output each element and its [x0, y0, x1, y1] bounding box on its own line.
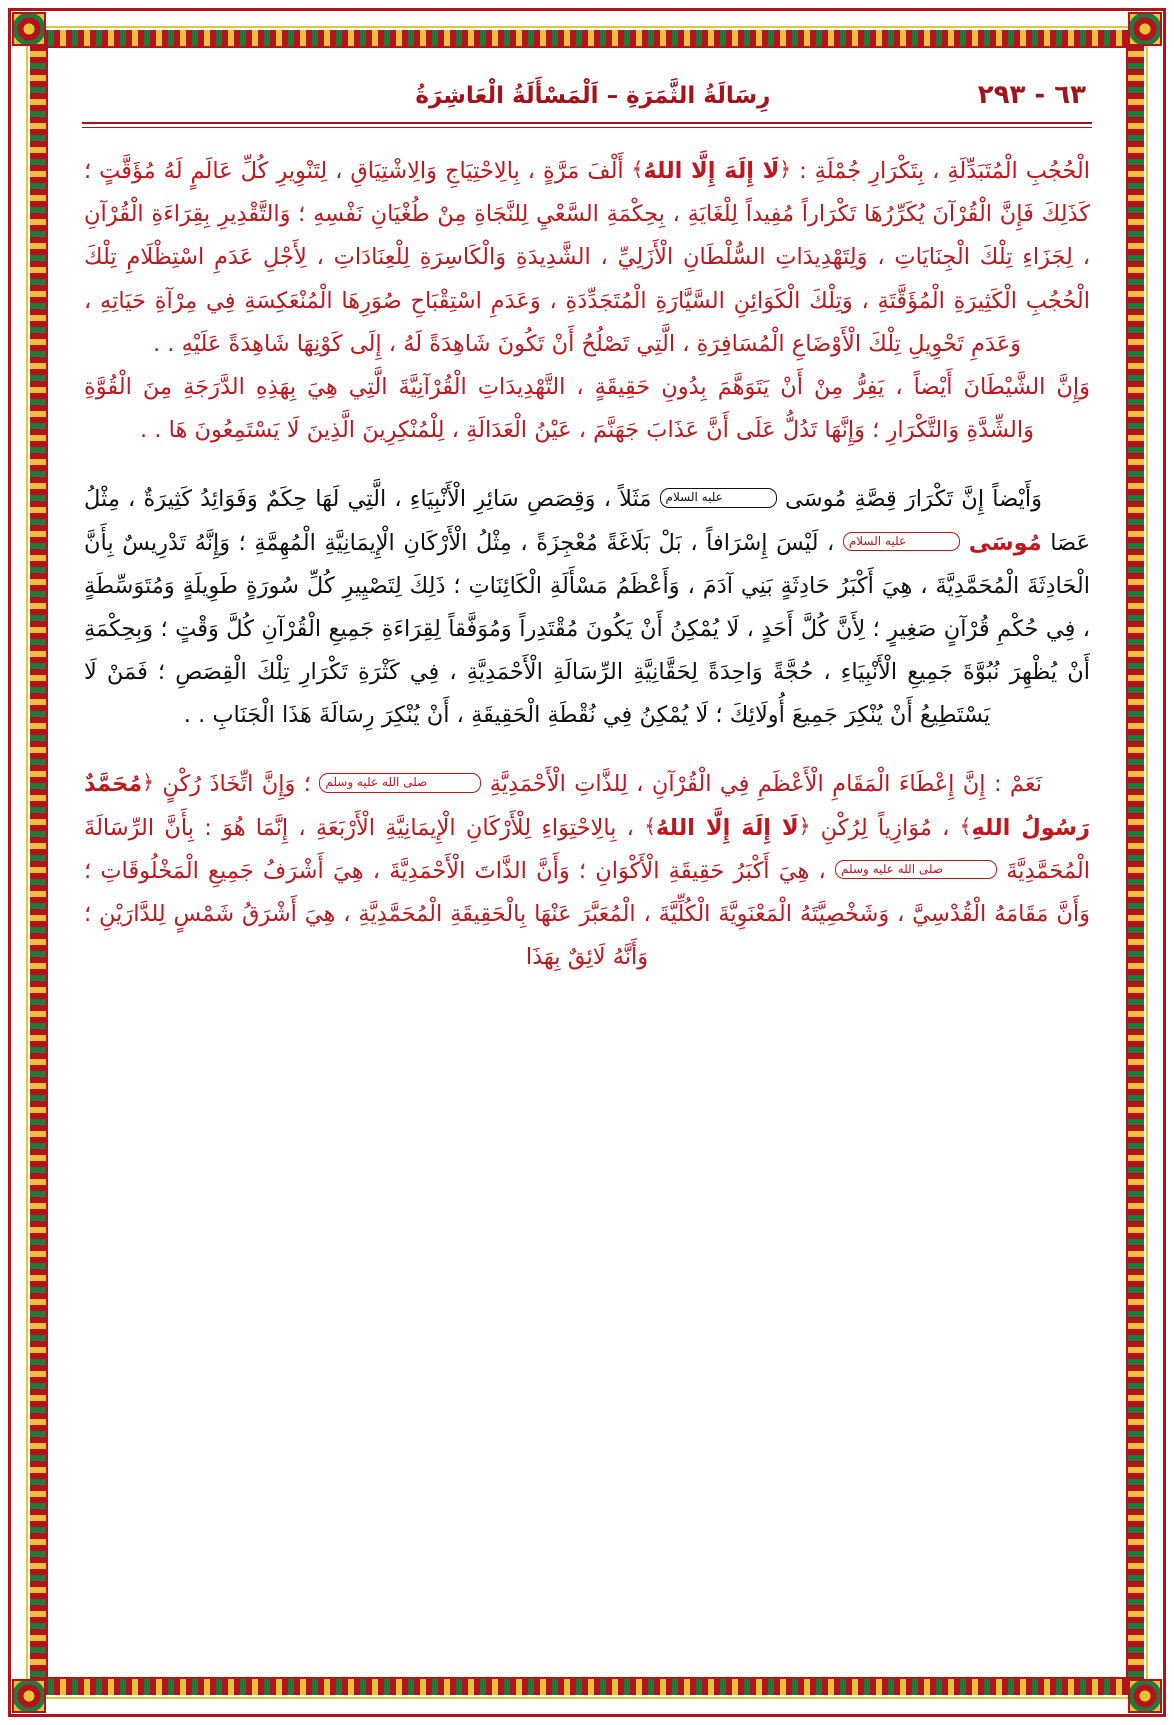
paragraph-4-seg-1: نَعَمْ : إِنَّ إِعْطَاءَ الْمَقَامِ الْأَعْظَمِ فِي الْقُرْآنِ ، لِلذَّاتِ الْأَحْمَدِيَّةِ: [481, 771, 1043, 798]
paragraph-3-seg-7: ، لَيْسَ إِسْرَافاً ، بَلْ بَلَاغَةً مُعْجِزَةً ، مِثْلُ الْأَرْكَانِ الْإِيمَانِيَّةِ الْمُهِمَّةِ ؛ وَإِنَّهُ تَدْرِيسٌ بِأَنَّ الْحَادِثَةَ الْمُحَمَّدِيَّةَ ، هِيَ أَكْبَرُ حَادِثَةٍ بَنِي آدَمَ ، وَأَعْظَمُ مَسْأَلَةِ الْكَائِنَاتِ ؛ ذَلِكَ لِتَصْيِيرِ كُلِّ سُورَةٍ طَوِيلَةٍ وَمُتَوَسِّطَةٍ ، فِي حُكْمِ قُرْآنٍ صَغِيرٍ ؛ لِأَنَّ كُلَّ أَحَدٍ ، لَا يُمْكِنُ أَنْ يَكُونَ مُقْتَدِراً وَمُوَفَّقاً لِقِرَاءَةِ جَمِيعِ الْقُرْآنِ كُلَّ وَقْتٍ ؛ وَبِحِكْمَةِ أَنْ يُظْهِرَ نُبُوَّةَ جَمِيعِ الْأَنْبِيَاءِ ، حُجَّةً وَاحِدَةً لِحَقَّانِيَّةِ الرِّسَالَةِ الْأَحْمَدِيَّةِ ، فِي كَثْرَةِ تَكْرَارِ تِلْكَ الْقِصَصِ ؛ فَمَنْ لَا يَسْتَطِيعُ أَنْ يُنْكِرَ جَمِيعَ أُولَائِكَ ؛ لَا يُمْكِنُ فِي نُقْطَةِ الْحَقِيقَةِ ، أَنْ يُنْكِرَ رِسَالَةَ هَذَا الْجَنَابِ . .: [84, 529, 1090, 729]
corner-ornament-bottom-left: [12, 1679, 46, 1713]
document-body: [74, 150, 1100, 979]
name-musa: مُوسَى: [968, 529, 1042, 556]
paragraph-1-text-after: أَلْفَ مَرَّةٍ ، بِالِاحْتِيَاجِ وَالِاشْتِيَاقِ ، لِتَنْوِيرِ كُلِّ عَالَمٍ لَهُ مُؤَقَّتٍ ؛ كَذَلِكَ فَإِنَّ الْقُرْآنَ يُكَرِّرُهَا تَكْرَاراً مُفِيداً لِلْغَايَةِ ، بِحِكْمَةِ السَّعْيِ لِلنَّجَاةِ مِنْ طُغْيَانِ نَفْسِهِ ؛ وَالتَّقْدِيرِ بِقِرَاءَةِ الْقُرْآنِ ، لِجَزَاءِ تِلْكَ الْجِنَايَاتِ ، وَلِتَهْدِيدَاتِ السُّلْطَانِ الْأَزَلِيِّ ، الشَّدِيدَةِ وَالْكَاسِرَةِ لِلْعِنَادَاتِ ، لِأَجْلِ عَدَمِ اسْتِظْلَامِ تِلْكَ الْحُجُبِ الْكَثِيرَةِ الْمُؤَقَّتَةِ ، وَتِلْكَ الْكَوَائِنِ السَّيَّارَةِ الْمُتَجَدِّدَةِ ، وَعَدَمِ اسْتِقْبَاحِ صُوَرِهَا الْمُنْعَكِسَةِ فِي مِرْآةِ حَيَاتِهِ ، وَعَدَمِ تَحْوِيلِ تِلْكَ الْأَوْضَاعِ الْمُسَافِرَةِ ، الَّتِي تَصْلُحُ أَنْ تَكُونَ شَاهِدَةً لَهُ ، إِلَى كَوْنِهَا شَاهِدَةً عَلَيْهِ . .: [84, 158, 1090, 357]
paragraph-3: [84, 478, 1090, 737]
page-content: [62, 62, 1112, 1663]
paragraph-spacer-1: [84, 452, 1090, 478]
paragraph-3-seg-5: [960, 530, 969, 556]
ornament-close-icon: ﴾: [631, 157, 644, 181]
ornament-open-icon: ﴿: [798, 813, 811, 838]
page-title: رِسَالَةُ الثَّمَرَةِ – اَلْمَسْأَلَةُ الْعَاشِرَةُ: [415, 83, 771, 109]
header-rule-bottom: [82, 127, 1092, 128]
corner-ornament-top-right: [1128, 12, 1162, 46]
salawat-badge: عليه السلام: [660, 488, 777, 507]
ornament-close-icon: ﴾: [959, 813, 972, 838]
paragraph-3-seg-1: وَأَيْضاً إِنَّ تَكْرَارَ قِصَّةِ مُوسَى: [776, 486, 1042, 513]
paragraph-2: وَإِنَّ الشَّيْطَانَ أَيْضاً ، يَفِرُّ مِنْ أَنْ يَتَوَهَّمَ بِدُونِ حَقِيقَةٍ ، التَّهْدِيدَاتِ الْقُرْآنِيَّةَ الَّتِي هِيَ بِهَذِهِ الدَّرَجَةِ مِنَ الْقُوَّةِ وَالشِّدَّةِ وَالتَّكْرَارِ ؛ وَإِنَّهَا تَدُلُّ عَلَى أَنَّ عَذَابَ جَهَنَّمَ ، عَيْنُ الْعَدَالَةِ ، لِلْمُنْكِرِينَ الَّذِينَ لَا يَسْتَمِعُونَ هَا . .: [84, 373, 1090, 444]
paragraph-4-seg-7: ، بِالِاحْتِوَاءِ لِلْأَرْكَانِ الْإِيمَانِيَّةِ الْأَرْبَعَةِ ، إِنَّمَا هُوَ : بِأَنَّ الرِّسَالَةَ الْمُحَمَّدِيَّةَ: [84, 814, 1090, 884]
paragraph-spacer-2: [84, 737, 1090, 763]
page-header: [74, 76, 1100, 110]
ornament-open-icon: ﴿: [142, 770, 154, 795]
paragraph-4-seg-3: ؛ وَإِنَّ اتِّخَاذَ رُكْنٍ: [153, 771, 320, 798]
quran-phrase-tahlil: لَا إِلَهَ إِلَّا اللهُ: [643, 158, 780, 184]
quran-phrase-tahlil: لَا إِلَهَ إِلَّا اللهُ: [655, 814, 799, 841]
page-number: ٦٣ - ٢٩٣: [977, 80, 1086, 110]
corner-ornament-top-left: [12, 12, 46, 46]
ornament-close-icon: ﴾: [644, 813, 656, 838]
paragraph-1-text-before: الْحُجُبِ الْمُتَبَدِّلَةِ ، بِتَكْرَارِ جُمْلَةِ :: [791, 158, 1090, 184]
paragraph-4: [84, 763, 1090, 979]
header-rule-top: [82, 122, 1092, 124]
salawat-badge: عليه السلام: [843, 532, 960, 551]
salawat-badge: صلى الله عليه وسلم: [835, 860, 997, 879]
paragraph-4-seg-9: ، هِيَ أَكْبَرُ حَقِيقَةِ الْأَكْوَانِ ؛ وَأَنَّ الذَّاتَ الْأَحْمَدِيَّةَ ، هِيَ أَشْرَفُ جَمِيعِ الْمَخْلُوقَاتِ ؛ وَأَنَّ مَقَامَهُ الْقُدْسِيَّ ، وَشَخْصِيَّتَهُ الْمَعْنَوِيَّةَ الْكُلِّيَّةَ ، الْمُعَبَّرَ عَنْهَا بِالْحَقِيقَةِ الْمُحَمَّدِيَّةِ ، هِيَ أَشْرَقُ شَمْسٍ لِلدَّارَيْنِ ؛ وَأَنَّهُ لَائِقٌ بِهَذَا: [84, 857, 1090, 971]
salawat-badge: صلى الله عليه وسلم: [319, 773, 481, 792]
quran-phrase-muhammad-rasulullah: مُحَمَّدٌ رَسُولُ اللهِ: [84, 771, 1090, 841]
paragraph-4-seg-5: ، مُوَازِياً لِرُكْنِ: [810, 814, 960, 841]
paragraph-3-seg-3: مَثَلاً ، وَقِصَصِ سَائِرِ الْأَنْبِيَاءِ ، الَّتِي لَهَا حِكَمٌ وَفَوَائِدُ كَثِيرَةٌ ، مِثْلُ عَصَا: [84, 486, 1090, 556]
paragraph-1: [84, 150, 1090, 366]
corner-ornament-bottom-right: [1128, 1679, 1162, 1713]
ornament-open-icon: ﴿: [779, 157, 792, 181]
